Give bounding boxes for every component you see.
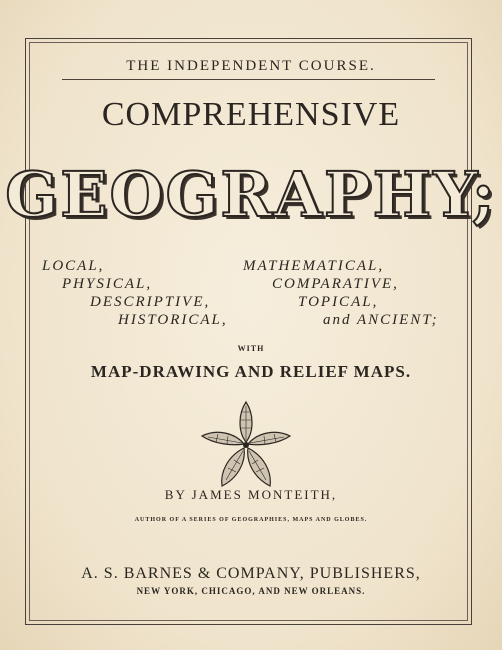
subject-right-4: and ANCIENT; [323,312,439,328]
globe-star-icon [198,398,294,490]
heading-rule [62,79,435,80]
series-heading: THE INDEPENDENT COURSE. [126,58,376,74]
subject-left-2: PHYSICAL, [62,276,153,292]
title-line-1: COMPREHENSIVE [101,96,401,133]
subject-right-2: COMPARATIVE, [272,276,399,292]
title-line-2: GEOGRAPHY; [5,158,497,231]
publisher-name: A. S. BARNES & COMPANY, PUBLISHERS, [81,565,421,582]
author-byline: BY JAMES MONTEITH, [164,487,338,502]
subject-left-3: DESCRIPTIVE, [90,294,211,310]
author-credit: AUTHOR OF A SERIES OF GEOGRAPHIES, MAPS AND GLOBES. [134,517,368,523]
subject-right-1: MATHEMATICAL, [243,258,385,274]
publisher-cities: NEW YORK, CHICAGO, AND NEW ORLEANS. [136,586,366,596]
with-label: WITH [237,344,265,353]
subject-left-1: LOCAL, [42,258,105,274]
subject-left-4: HISTORICAL, [118,312,228,328]
subject-right-3: TOPICAL, [298,294,379,310]
maps-subtitle: MAP-DRAWING AND RELIEF MAPS. [90,362,412,381]
